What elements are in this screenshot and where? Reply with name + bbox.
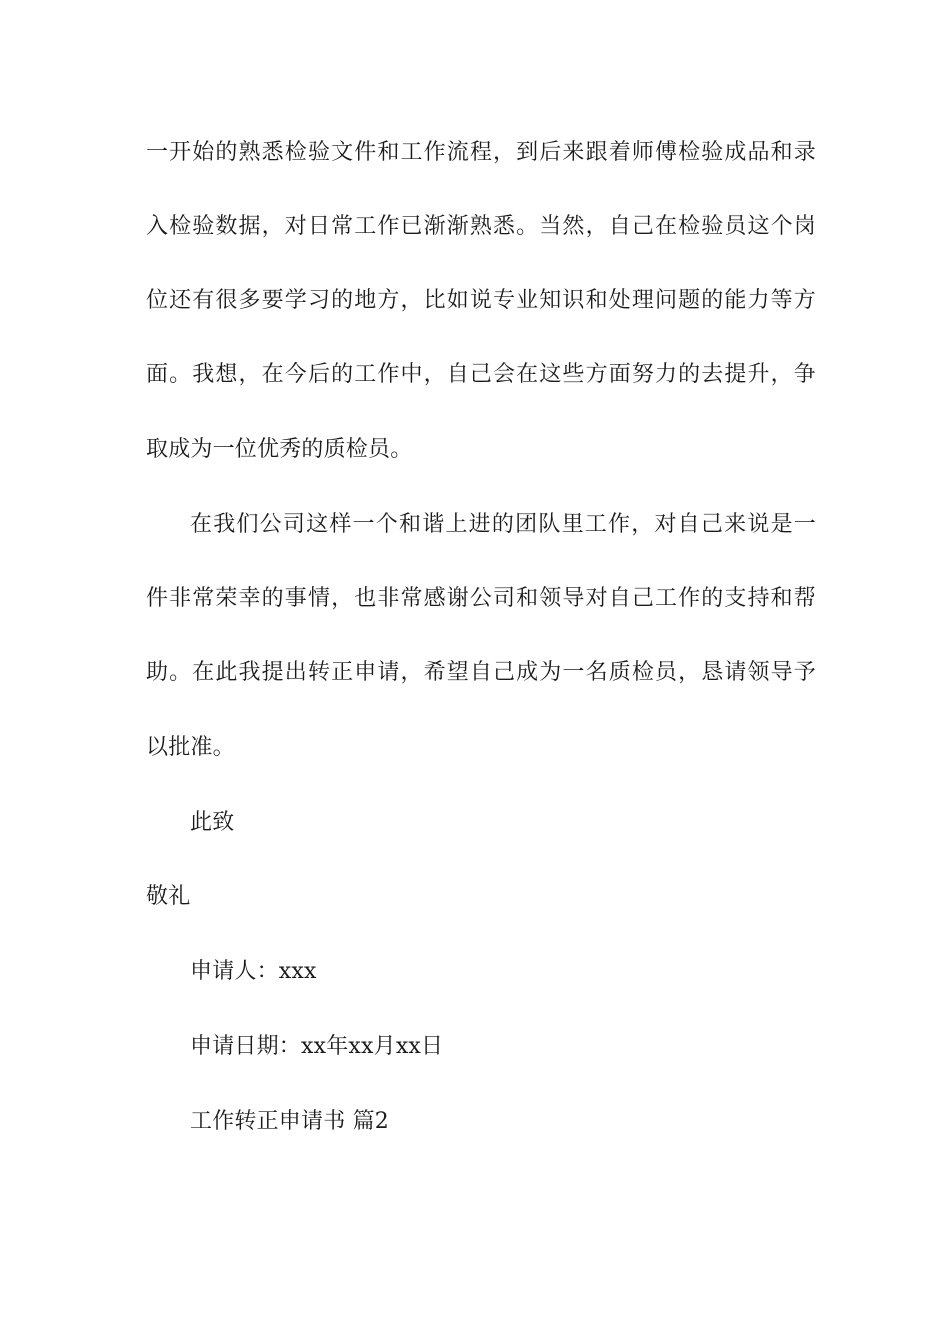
paragraph-line-4: 面。我想，在今后的工作中，自己会在这些方面努力的去提升，争: [146, 362, 816, 387]
section-title: 工作转正申请书 篇2: [190, 1109, 389, 1134]
closing-greeting: 此致: [190, 810, 235, 835]
closing-salute: 敬礼: [146, 884, 191, 909]
paragraph-2-line-1: 在我们公司这样一个和谐上进的团队里工作，对自己来说是一: [190, 512, 816, 537]
application-date-line: 申请日期：xx年xx月xx日: [190, 1034, 444, 1059]
paragraph-line-2: 入检验数据，对日常工作已渐渐熟悉。当然，自己在检验员这个岗: [146, 214, 816, 239]
paragraph-2-line-2: 件非常荣幸的事情，也非常感谢公司和领导对自己工作的支持和帮: [146, 586, 816, 611]
paragraph-line-3: 位还有很多要学习的地方，比如说专业知识和处理问题的能力等方: [146, 288, 816, 313]
paragraph-2-line-4: 以批准。: [146, 735, 235, 760]
paragraph-2-line-3: 助。在此我提出转正申请，希望自己成为一名质检员，恳请领导予: [146, 660, 816, 685]
paragraph-line-1: 一开始的熟悉检验文件和工作流程，到后来跟着师傅检验成品和录: [146, 140, 816, 165]
paragraph-line-5: 取成为一位优秀的质检员。: [146, 437, 413, 462]
applicant-line: 申请人：xxx: [190, 959, 317, 984]
